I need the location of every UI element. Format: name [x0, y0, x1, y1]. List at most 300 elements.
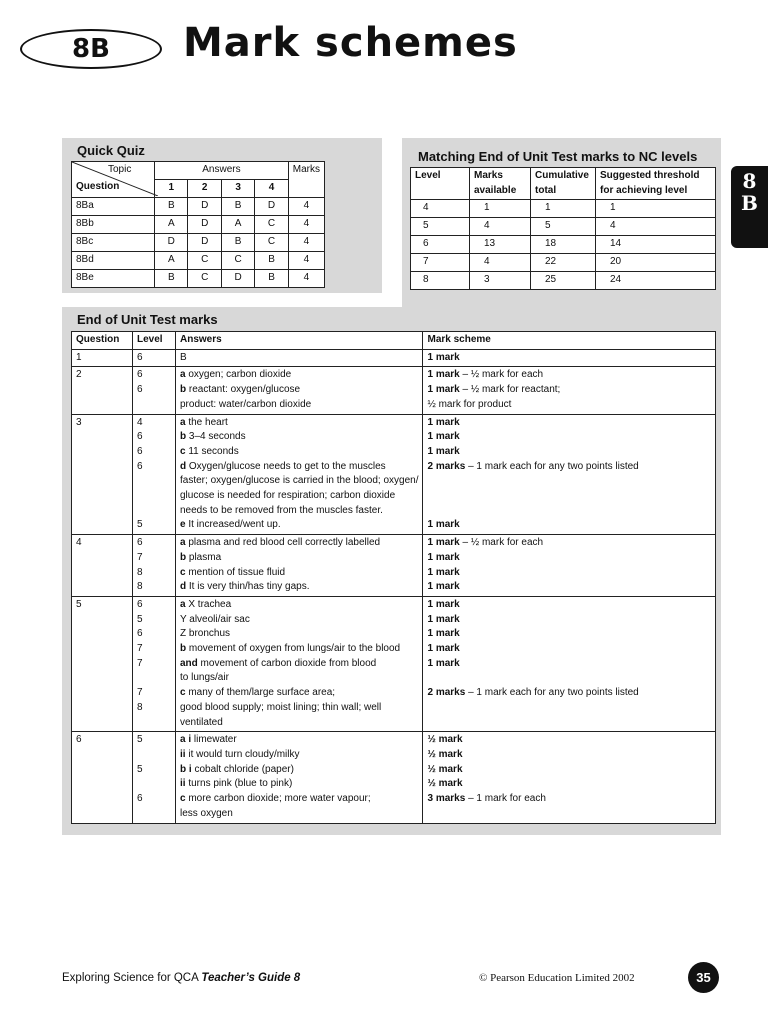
eut-line: [180, 686, 418, 701]
eut-line: [427, 416, 711, 431]
eut-bold: 1 mark: [427, 537, 460, 549]
nc-levels-panel: [402, 138, 721, 308]
nc-cell: 14: [596, 236, 716, 254]
eut-line: [180, 474, 418, 489]
quiz-row: [72, 216, 325, 234]
answer-col-3: 3: [221, 180, 254, 198]
eut-line: [427, 763, 711, 778]
nc-header: Marks available: [470, 168, 531, 200]
eut-line: [427, 792, 711, 807]
eut-line: [180, 518, 418, 533]
eut-line: [427, 748, 711, 763]
eut-bold: 2 marks: [427, 460, 466, 472]
eut-text: good blood supply; moist lining; thin wall; well: [180, 701, 382, 713]
eut-bold: b: [180, 551, 187, 563]
eut-level: [137, 489, 171, 504]
eut-text: mention of tissue fluid: [185, 566, 286, 578]
eut-text: movement of carbon dioxide from blood: [197, 657, 377, 669]
eut-line: [427, 701, 711, 716]
eut-level: 6: [137, 351, 143, 363]
eut-bold: a: [180, 369, 186, 381]
eut-bold: 1 mark: [427, 369, 460, 381]
marks-header: Marks: [288, 162, 324, 198]
quiz-answer: D: [155, 234, 188, 252]
nc-cell: 4: [470, 254, 531, 272]
quiz-marks: 4: [288, 252, 324, 270]
footer-left: [62, 972, 300, 984]
eut-level: 5: [137, 613, 143, 625]
eut-text: B: [180, 351, 187, 363]
eut-text: needs to be removed from the muscles faster.: [180, 504, 383, 516]
eut-level: 5: [137, 763, 143, 775]
eut-line: [427, 733, 711, 748]
eut-line: [180, 613, 418, 628]
nc-cell: 18: [531, 236, 596, 254]
quiz-answer: C: [255, 216, 288, 234]
nc-cell: 24: [596, 272, 716, 290]
eut-bold: 1 mark: [427, 416, 460, 428]
eut-text: oxygen; carbon dioxide: [185, 369, 292, 381]
eut-line: [180, 716, 418, 731]
eut-line: [180, 657, 418, 672]
nc-header: Cumulative total: [531, 168, 596, 200]
eut-text: more carbon dioxide; more water vapour;: [185, 793, 371, 805]
eut-line: [427, 430, 711, 445]
eut-row: [72, 414, 716, 535]
eut-levels: [133, 414, 176, 535]
eut-levels: [133, 349, 176, 367]
eut-text: the heart: [185, 416, 228, 428]
eut-line: [180, 504, 418, 519]
eut-bold: a: [180, 416, 186, 428]
eut-text: Oxygen/glucose needs to get to the muscles: [186, 460, 386, 472]
nc-cell: 13: [470, 236, 531, 254]
quiz-question: 8Bd: [72, 252, 155, 270]
page-title: Mark schemes: [183, 20, 518, 66]
quiz-answer: C: [188, 270, 221, 288]
eut-text: faster; oxygen/glucose is carried in the blood; oxygen/: [180, 475, 419, 487]
eut-text: glucose is needed for respiration; carbon dioxide: [180, 490, 396, 502]
quiz-answer: B: [221, 198, 254, 216]
eut-question: 4: [72, 535, 133, 597]
eut-levels: [133, 596, 176, 731]
eut-level: 5: [137, 519, 143, 531]
eut-line: [427, 598, 711, 613]
eut-line: [427, 489, 711, 504]
eut-line: [427, 504, 711, 519]
eut-bold: 1 mark: [427, 628, 460, 640]
nc-cell: 1: [596, 200, 716, 218]
eut-level: 6: [137, 537, 143, 549]
eut-text: – 1 mark for each: [465, 793, 546, 805]
eut-level: 8: [137, 581, 143, 593]
quiz-answer: C: [188, 252, 221, 270]
eut-bold: a: [180, 537, 186, 549]
eut-line: [180, 445, 418, 460]
eut-row: [72, 596, 716, 731]
eut-text: less oxygen: [180, 807, 233, 819]
eut-bold: 1 mark: [427, 643, 460, 655]
eut-line: [180, 733, 418, 748]
eut-line: [180, 566, 418, 581]
eut-mark-scheme: [423, 349, 716, 367]
eut-question: 5: [72, 596, 133, 731]
nc-cell: 1: [531, 200, 596, 218]
quiz-row: [72, 234, 325, 252]
eut-mark-scheme: [423, 535, 716, 597]
eut-bold: c: [180, 445, 186, 457]
eut-line: [180, 671, 418, 686]
eut-bold: 1 mark: [427, 598, 460, 610]
eut-line: [180, 598, 418, 613]
eut-text: It is very thin/has tiny gaps.: [186, 581, 310, 593]
quiz-answer: D: [255, 198, 288, 216]
nc-cell: 7: [411, 254, 470, 272]
quiz-row: [72, 270, 325, 288]
eut-text: many of them/large surface area;: [185, 687, 336, 699]
quiz-answer: C: [221, 252, 254, 270]
eut-mark-scheme: [423, 596, 716, 731]
eut-line: [180, 748, 418, 763]
eut-text: – 1 mark each for any two points listed: [465, 460, 639, 472]
eut-level: 7: [137, 687, 143, 699]
eut-bold: ii: [180, 778, 186, 790]
nc-row: [411, 254, 716, 272]
quiz-marks: 4: [288, 270, 324, 288]
eut-bold: 3 marks: [427, 793, 466, 805]
eut-bold: c: [180, 566, 186, 578]
eut-bold: 1 mark: [427, 384, 460, 396]
end-of-unit-table: [71, 331, 716, 824]
quiz-answer: B: [155, 198, 188, 216]
eut-bold: d: [180, 460, 187, 472]
eut-bold: b: [180, 384, 187, 396]
eut-level: 6: [137, 628, 143, 640]
eut-text: Z bronchus: [180, 628, 231, 640]
eut-line: [427, 642, 711, 657]
quick-quiz-title: Quick Quiz: [77, 143, 145, 158]
topic-question-header: [72, 162, 155, 198]
eut-text: it would turn cloudy/milky: [185, 748, 300, 760]
eut-levels: [133, 535, 176, 597]
eut-levels: [133, 732, 176, 823]
eut-line: [180, 368, 418, 383]
quiz-marks: 4: [288, 198, 324, 216]
answers-header: Answers: [155, 162, 289, 180]
nc-cell: 4: [470, 218, 531, 236]
nc-cell: 5: [411, 218, 470, 236]
eut-text: ventilated: [180, 716, 223, 728]
eut-level: 7: [137, 657, 143, 669]
eut-bold: 1 mark: [427, 519, 460, 531]
unit-badge: 8B: [20, 29, 162, 69]
eut-bold: b i: [180, 763, 192, 775]
eut-text: Y alveoli/air sac: [180, 613, 250, 625]
page-number: 35: [688, 962, 719, 993]
quiz-answer: D: [221, 270, 254, 288]
eut-line: [427, 657, 711, 672]
answer-col-1: 1: [155, 180, 188, 198]
eut-mark-scheme: [423, 732, 716, 823]
eut-text: – 1 mark each for any two points listed: [465, 687, 639, 699]
eut-line: [427, 551, 711, 566]
eut-bold: ½ mark: [427, 748, 463, 760]
eut-header: Mark scheme: [423, 332, 716, 350]
eut-bold: 1 mark: [427, 351, 460, 363]
eut-level: 6: [137, 384, 143, 396]
footer-guide: Teacher’s Guide 8: [201, 972, 301, 984]
eut-row: [72, 535, 716, 597]
eut-bold: 1 mark: [427, 613, 460, 625]
eut-line: [427, 368, 711, 383]
nc-row: [411, 200, 716, 218]
eut-line: [180, 398, 418, 413]
quiz-answer: B: [221, 234, 254, 252]
eut-line: [427, 716, 711, 731]
nc-levels-table: [410, 167, 716, 290]
eut-mark-scheme: [423, 414, 716, 535]
eut-line: [427, 807, 711, 822]
eut-level: [137, 671, 171, 686]
eut-bold: a: [180, 598, 186, 610]
answer-col-4: 4: [255, 180, 288, 198]
eut-bold: ½ mark: [427, 778, 463, 790]
eut-row: [72, 349, 716, 367]
eut-level: [137, 398, 171, 413]
eut-bold: ½ mark: [427, 734, 463, 746]
eut-bold: 2 marks: [427, 687, 466, 699]
quick-quiz-panel: [62, 138, 382, 293]
eut-bold: 1 mark: [427, 431, 460, 443]
eut-text: 3–4 seconds: [186, 431, 246, 443]
eut-row: [72, 367, 716, 414]
eut-text: X trachea: [185, 598, 232, 610]
quiz-answer: B: [255, 252, 288, 270]
eut-level: [137, 716, 171, 731]
eut-text: 11 seconds: [185, 445, 239, 457]
eut-level: [137, 777, 171, 792]
quiz-question: 8Bb: [72, 216, 155, 234]
quiz-marks: 4: [288, 216, 324, 234]
eut-bold: b: [180, 643, 187, 655]
eut-line: [427, 627, 711, 642]
eut-level: [137, 748, 171, 763]
side-tab-number: 8: [742, 169, 757, 193]
eut-line: [180, 627, 418, 642]
eut-text: – ½ mark for each: [459, 369, 544, 381]
quick-quiz-table: [71, 161, 325, 288]
eut-level: 8: [137, 701, 143, 713]
eut-line: [180, 430, 418, 445]
eut-line: [180, 701, 418, 716]
end-of-unit-title: End of Unit Test marks: [77, 312, 218, 327]
quiz-answer: A: [155, 252, 188, 270]
quiz-answer: B: [255, 270, 288, 288]
eut-row: [72, 732, 716, 823]
eut-line: [427, 536, 711, 551]
quiz-answer: A: [155, 216, 188, 234]
quiz-answer: D: [188, 234, 221, 252]
eut-level: [137, 474, 171, 489]
eut-question: 2: [72, 367, 133, 414]
side-tab: [731, 166, 768, 248]
footer-series: Exploring Science for QCA: [62, 972, 202, 984]
eut-level: 6: [137, 369, 143, 381]
quiz-answer: A: [221, 216, 254, 234]
eut-text: plasma and red blood cell correctly labelled: [185, 537, 381, 549]
eut-header: Question: [72, 332, 133, 350]
quiz-question: 8Ba: [72, 198, 155, 216]
eut-text: – ½ mark for reactant;: [459, 384, 561, 396]
quiz-answer: C: [255, 234, 288, 252]
eut-level: 6: [137, 598, 143, 610]
nc-cell: 25: [531, 272, 596, 290]
eut-levels: [133, 367, 176, 414]
quiz-answer: D: [188, 216, 221, 234]
eut-bold: e: [180, 519, 186, 531]
eut-level: 7: [137, 643, 143, 655]
eut-level: 7: [137, 551, 143, 563]
side-tab-letter: B: [741, 191, 758, 215]
eut-level: [137, 807, 171, 822]
eut-text: movement of oxygen from lungs/air to the blood: [186, 643, 401, 655]
eut-line: [180, 763, 418, 778]
eut-level: 4: [137, 416, 143, 428]
nc-levels-title: Matching End of Unit Test marks to NC levels: [418, 149, 698, 164]
nc-cell: 5: [531, 218, 596, 236]
nc-cell: 22: [531, 254, 596, 272]
eut-line: [427, 777, 711, 792]
eut-line: [427, 474, 711, 489]
eut-level: 6: [137, 460, 143, 472]
eut-bold: c: [180, 793, 186, 805]
eut-bold: 1 mark: [427, 551, 460, 563]
eut-text: ½ mark for product: [427, 398, 512, 410]
eut-answers: [176, 349, 423, 367]
eut-line: [180, 489, 418, 504]
quiz-marks: 4: [288, 234, 324, 252]
quiz-row: [72, 252, 325, 270]
eut-header: Answers: [176, 332, 423, 350]
eut-line: [180, 351, 418, 366]
eut-level: 6: [137, 793, 143, 805]
eut-line: [427, 460, 711, 475]
nc-cell: 6: [411, 236, 470, 254]
eut-line: [427, 445, 711, 460]
question-label: Question: [76, 181, 120, 192]
eut-header: Level: [133, 332, 176, 350]
nc-cell: 20: [596, 254, 716, 272]
eut-line: [427, 351, 711, 366]
eut-line: [180, 807, 418, 822]
nc-cell: 1: [470, 200, 531, 218]
eut-answers: [176, 732, 423, 823]
eut-line: [427, 383, 711, 398]
eut-line: [180, 416, 418, 431]
end-of-unit-panel: [62, 307, 721, 835]
eut-line: [180, 536, 418, 551]
eut-bold: 1 mark: [427, 566, 460, 578]
eut-bold: ½ mark: [427, 763, 463, 775]
eut-line: [427, 518, 711, 533]
eut-level: 6: [137, 445, 143, 457]
eut-bold: 1 mark: [427, 581, 460, 593]
eut-bold: d: [180, 581, 187, 593]
eut-answers: [176, 414, 423, 535]
eut-question: 3: [72, 414, 133, 535]
eut-line: [180, 642, 418, 657]
eut-text: to lungs/air: [180, 672, 229, 684]
eut-bold: b: [180, 431, 187, 443]
nc-row: [411, 236, 716, 254]
eut-answers: [176, 367, 423, 414]
eut-line: [427, 398, 711, 413]
eut-mark-scheme: [423, 367, 716, 414]
eut-bold: a i: [180, 734, 192, 746]
nc-cell: 8: [411, 272, 470, 290]
eut-line: [180, 551, 418, 566]
nc-cell: 4: [596, 218, 716, 236]
eut-line: [427, 671, 711, 686]
eut-text: plasma: [186, 551, 222, 563]
eut-line: [180, 777, 418, 792]
nc-row: [411, 272, 716, 290]
eut-bold: 1 mark: [427, 657, 460, 669]
eut-line: [427, 566, 711, 581]
eut-text: turns pink (blue to pink): [185, 778, 293, 790]
eut-level: 8: [137, 566, 143, 578]
quiz-answer: D: [188, 198, 221, 216]
nc-header: Suggested threshold for achieving level: [596, 168, 716, 200]
eut-bold: and: [180, 657, 198, 669]
eut-text: It increased/went up.: [185, 519, 281, 531]
eut-bold: 1 mark: [427, 445, 460, 457]
eut-line: [180, 460, 418, 475]
footer-copyright: © Pearson Education Limited 2002: [479, 972, 635, 984]
quiz-question: 8Be: [72, 270, 155, 288]
eut-line: [427, 613, 711, 628]
eut-text: product: water/carbon dioxide: [180, 398, 312, 410]
answer-col-2: 2: [188, 180, 221, 198]
eut-question: 6: [72, 732, 133, 823]
eut-answers: [176, 596, 423, 731]
eut-text: limewater: [191, 734, 237, 746]
eut-level: 6: [137, 431, 143, 443]
eut-level: 5: [137, 734, 143, 746]
eut-text: cobalt chloride (paper): [191, 763, 294, 775]
topic-label: Topic: [108, 164, 132, 175]
eut-answers: [176, 535, 423, 597]
eut-text: reactant: oxygen/glucose: [186, 384, 301, 396]
eut-question: 1: [72, 349, 133, 367]
eut-level: [137, 504, 171, 519]
nc-cell: 3: [470, 272, 531, 290]
eut-bold: c: [180, 687, 186, 699]
eut-line: [180, 383, 418, 398]
eut-bold: ii: [180, 748, 186, 760]
quiz-row: [72, 198, 325, 216]
eut-line: [427, 580, 711, 595]
eut-text: – ½ mark for each: [459, 537, 544, 549]
eut-line: [427, 686, 711, 701]
nc-row: [411, 218, 716, 236]
quiz-question: 8Bc: [72, 234, 155, 252]
eut-line: [180, 580, 418, 595]
nc-header: Level: [411, 168, 470, 200]
eut-line: [180, 792, 418, 807]
quiz-answer: B: [155, 270, 188, 288]
nc-cell: 4: [411, 200, 470, 218]
